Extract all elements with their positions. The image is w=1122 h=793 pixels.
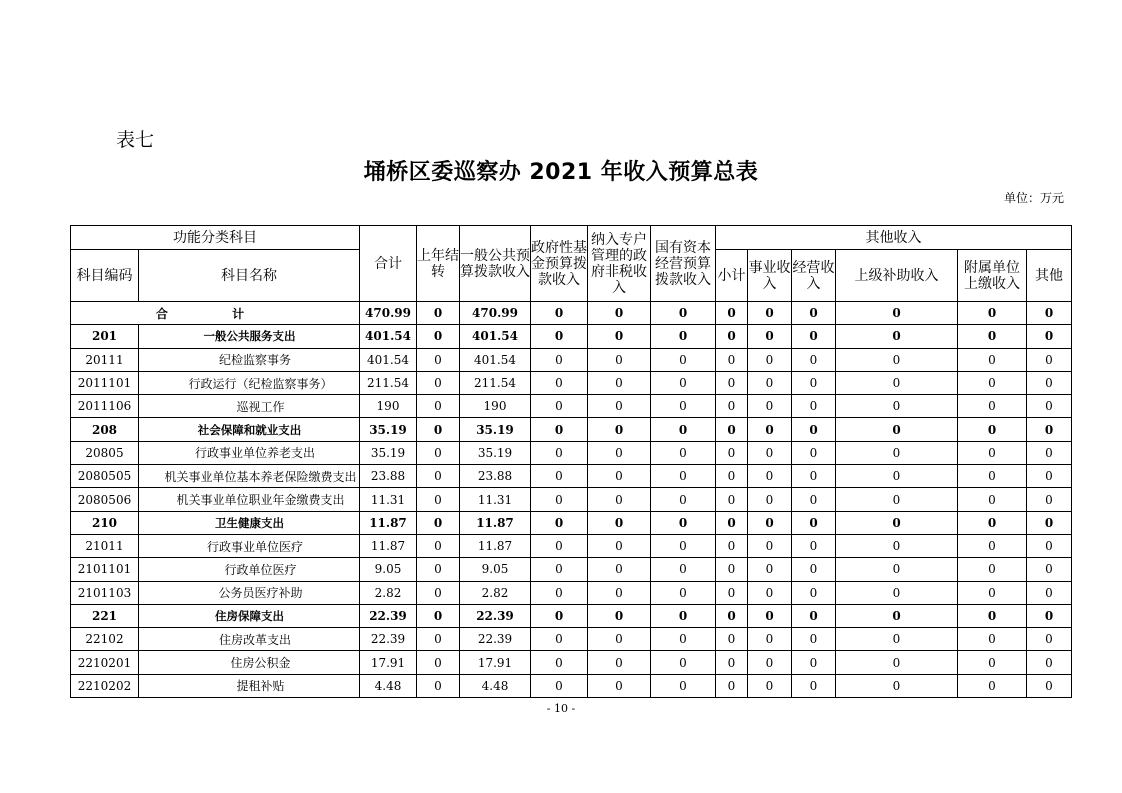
amount-cell: 0	[958, 628, 1027, 651]
subject-name-cell: 住房改革支出	[139, 628, 360, 651]
table-row	[71, 441, 1072, 464]
amount-cell: 0	[792, 418, 836, 441]
amount-cell: 0	[958, 511, 1027, 534]
amount-cell: 0	[588, 488, 651, 511]
amount-cell: 0	[417, 651, 460, 674]
subject-name-cell: 卫生健康支出	[139, 511, 360, 534]
amount-cell: 401.54	[460, 348, 531, 371]
amount-cell: 190	[360, 395, 417, 418]
amount-cell: 0	[958, 651, 1027, 674]
amount-cell: 0	[588, 534, 651, 557]
amount-cell: 0	[1027, 534, 1072, 557]
amount-cell: 0	[716, 581, 748, 604]
total-cell: 0	[958, 302, 1027, 325]
amount-cell: 35.19	[460, 418, 531, 441]
amount-cell: 0	[417, 581, 460, 604]
amount-cell: 0	[958, 488, 1027, 511]
amount-cell: 0	[792, 651, 836, 674]
amount-cell: 0	[651, 651, 716, 674]
amount-cell: 0	[748, 674, 792, 697]
subject-name-cell: 巡视工作	[139, 395, 360, 418]
subject-code-cell: 2101101	[71, 558, 139, 581]
amount-cell: 0	[1027, 488, 1072, 511]
amount-cell: 0	[1027, 604, 1072, 627]
subject-code-cell: 2210202	[71, 674, 139, 697]
state-capital-header: 国有资本经营预算拨款收入	[651, 226, 716, 302]
amount-cell: 0	[531, 348, 588, 371]
amount-cell: 0	[716, 558, 748, 581]
amount-cell: 0	[531, 628, 588, 651]
amount-cell: 0	[748, 488, 792, 511]
amount-cell: 0	[836, 418, 958, 441]
amount-cell: 0	[531, 534, 588, 557]
amount-cell: 0	[417, 534, 460, 557]
others-header: 其他	[1027, 250, 1072, 302]
total-cell: 0	[417, 302, 460, 325]
amount-cell: 0	[792, 674, 836, 697]
table-row	[71, 604, 1072, 627]
business-income-header: 事业收入	[748, 250, 792, 302]
carryover-header: 上年结转	[417, 226, 460, 302]
amount-cell: 0	[958, 674, 1027, 697]
unit-label: 单位：万元	[1003, 191, 1064, 205]
amount-cell: 4.48	[360, 674, 417, 697]
subject-code-cell: 221	[71, 604, 139, 627]
amount-cell: 9.05	[460, 558, 531, 581]
amount-cell: 0	[716, 418, 748, 441]
amount-cell: 0	[588, 511, 651, 534]
amount-cell: 11.87	[360, 534, 417, 557]
amount-cell: 0	[417, 628, 460, 651]
amount-cell: 0	[748, 348, 792, 371]
special-account-header: 纳入专户管理的政府非税收入	[588, 226, 651, 302]
total-cell: 0	[1027, 302, 1072, 325]
amount-cell: 0	[836, 534, 958, 557]
code-header: 科目编码	[71, 250, 139, 302]
amount-cell: 0	[716, 534, 748, 557]
amount-cell: 0	[531, 511, 588, 534]
amount-cell: 0	[836, 441, 958, 464]
subject-name-cell: 住房保障支出	[139, 604, 360, 627]
table-row	[71, 511, 1072, 534]
amount-cell: 0	[1027, 674, 1072, 697]
amount-cell: 0	[792, 511, 836, 534]
amount-cell: 0	[1027, 348, 1072, 371]
superior-subsidy-header: 上级补助收入	[836, 250, 958, 302]
table-row	[71, 371, 1072, 394]
amount-cell: 0	[792, 558, 836, 581]
total-row-label: 合 计	[71, 302, 360, 325]
amount-cell: 0	[716, 348, 748, 371]
amount-cell: 0	[748, 418, 792, 441]
amount-cell: 0	[792, 604, 836, 627]
amount-cell: 0	[836, 651, 958, 674]
amount-cell: 4.48	[460, 674, 531, 697]
amount-cell: 0	[651, 441, 716, 464]
table-row	[71, 628, 1072, 651]
amount-cell: 0	[588, 465, 651, 488]
amount-cell: 0	[792, 371, 836, 394]
table-row	[71, 348, 1072, 371]
amount-cell: 17.91	[360, 651, 417, 674]
amount-cell: 2.82	[460, 581, 531, 604]
amount-cell: 0	[651, 534, 716, 557]
table-row	[71, 418, 1072, 441]
amount-cell: 0	[531, 418, 588, 441]
total-cell: 0	[531, 302, 588, 325]
amount-cell: 0	[748, 604, 792, 627]
amount-cell: 0	[1027, 511, 1072, 534]
amount-cell: 0	[588, 581, 651, 604]
amount-cell: 0	[588, 395, 651, 418]
amount-cell: 211.54	[460, 371, 531, 394]
amount-cell: 11.87	[360, 511, 417, 534]
subject-code-cell: 22102	[71, 628, 139, 651]
amount-cell: 0	[417, 371, 460, 394]
amount-cell: 0	[651, 488, 716, 511]
table-row	[71, 674, 1072, 697]
subject-code-cell: 208	[71, 418, 139, 441]
amount-cell: 0	[748, 325, 792, 348]
amount-cell: 0	[716, 465, 748, 488]
amount-cell: 0	[836, 558, 958, 581]
amount-cell: 0	[716, 511, 748, 534]
amount-cell: 0	[1027, 441, 1072, 464]
operating-income-header: 经营收入	[792, 250, 836, 302]
name-header: 科目名称	[139, 250, 360, 302]
amount-cell: 0	[1027, 325, 1072, 348]
amount-cell: 0	[716, 395, 748, 418]
amount-cell: 0	[588, 674, 651, 697]
document-title: 埇桥区委巡察办 2021 年收入预算总表	[363, 160, 759, 185]
table-row	[71, 534, 1072, 557]
amount-cell: 0	[417, 465, 460, 488]
amount-cell: 211.54	[360, 371, 417, 394]
subject-name-cell: 住房公积金	[139, 651, 360, 674]
table-row	[71, 465, 1072, 488]
amount-cell: 0	[748, 534, 792, 557]
subject-code-cell: 20805	[71, 441, 139, 464]
amount-cell: 0	[748, 651, 792, 674]
amount-cell: 22.39	[360, 628, 417, 651]
amount-cell: 0	[1027, 465, 1072, 488]
amount-cell: 0	[716, 441, 748, 464]
amount-cell: 0	[588, 371, 651, 394]
amount-cell: 0	[792, 441, 836, 464]
amount-cell: 11.31	[460, 488, 531, 511]
amount-cell: 0	[531, 674, 588, 697]
amount-cell: 0	[651, 325, 716, 348]
amount-cell: 0	[417, 348, 460, 371]
amount-cell: 0	[531, 604, 588, 627]
amount-cell: 0	[836, 604, 958, 627]
amount-cell: 11.87	[460, 534, 531, 557]
table-row	[71, 325, 1072, 348]
other-income-header: 其他收入	[716, 226, 1072, 250]
amount-cell: 11.31	[360, 488, 417, 511]
amount-cell: 0	[836, 674, 958, 697]
amount-cell: 0	[836, 488, 958, 511]
amount-cell: 0	[1027, 395, 1072, 418]
amount-cell: 2.82	[360, 581, 417, 604]
amount-cell: 0	[417, 511, 460, 534]
amount-cell: 0	[1027, 558, 1072, 581]
amount-cell: 0	[531, 325, 588, 348]
amount-cell: 0	[958, 418, 1027, 441]
amount-cell: 0	[651, 674, 716, 697]
amount-cell: 0	[588, 348, 651, 371]
amount-cell: 0	[716, 488, 748, 511]
total-cell: 0	[651, 302, 716, 325]
amount-cell: 0	[651, 395, 716, 418]
subject-code-cell: 2011106	[71, 395, 139, 418]
amount-cell: 0	[716, 325, 748, 348]
amount-cell: 0	[958, 348, 1027, 371]
amount-cell: 0	[651, 465, 716, 488]
budget-table	[70, 225, 1072, 698]
amount-cell: 0	[792, 628, 836, 651]
amount-cell: 0	[1027, 628, 1072, 651]
amount-cell: 0	[651, 581, 716, 604]
amount-cell: 0	[417, 441, 460, 464]
amount-cell: 0	[417, 674, 460, 697]
amount-cell: 0	[588, 604, 651, 627]
amount-cell: 22.39	[360, 604, 417, 627]
amount-cell: 0	[531, 558, 588, 581]
amount-cell: 0	[958, 558, 1027, 581]
total-cell: 0	[716, 302, 748, 325]
amount-cell: 0	[1027, 418, 1072, 441]
amount-cell: 0	[716, 651, 748, 674]
amount-cell: 0	[1027, 651, 1072, 674]
table-row	[71, 488, 1072, 511]
gov-fund-header: 政府性基金预算拨款收入	[531, 226, 588, 302]
affiliated-income-header: 附属单位上缴收入	[958, 250, 1027, 302]
amount-cell: 401.54	[460, 325, 531, 348]
total-cell: 470.99	[360, 302, 417, 325]
amount-cell: 0	[716, 628, 748, 651]
amount-cell: 0	[588, 418, 651, 441]
amount-cell: 22.39	[460, 604, 531, 627]
amount-cell: 0	[417, 395, 460, 418]
subject-name-cell: 纪检监察事务	[139, 348, 360, 371]
amount-cell: 0	[531, 371, 588, 394]
amount-cell: 0	[792, 534, 836, 557]
subject-name-cell: 提租补贴	[139, 674, 360, 697]
amount-cell: 0	[716, 604, 748, 627]
amount-cell: 35.19	[460, 441, 531, 464]
amount-cell: 0	[1027, 371, 1072, 394]
amount-cell: 0	[417, 558, 460, 581]
subject-code-cell: 201	[71, 325, 139, 348]
table-row	[71, 581, 1072, 604]
total-cell: 470.99	[460, 302, 531, 325]
amount-cell: 0	[958, 395, 1027, 418]
amount-cell: 0	[748, 465, 792, 488]
amount-cell: 0	[651, 604, 716, 627]
subject-name-cell: 行政事业单位医疗	[139, 534, 360, 557]
amount-cell: 35.19	[360, 441, 417, 464]
amount-cell: 0	[417, 325, 460, 348]
amount-cell: 0	[531, 395, 588, 418]
amount-cell: 9.05	[360, 558, 417, 581]
amount-cell: 0	[748, 511, 792, 534]
subject-name-cell: 行政单位医疗	[139, 558, 360, 581]
amount-cell: 0	[958, 604, 1027, 627]
amount-cell: 0	[651, 371, 716, 394]
amount-cell: 0	[531, 651, 588, 674]
amount-cell: 0	[792, 465, 836, 488]
amount-cell: 0	[748, 371, 792, 394]
functional-classification-header: 功能分类科目	[71, 226, 360, 250]
amount-cell: 0	[716, 674, 748, 697]
amount-cell: 0	[748, 558, 792, 581]
amount-cell: 0	[716, 371, 748, 394]
amount-cell: 0	[792, 395, 836, 418]
amount-cell: 0	[531, 581, 588, 604]
amount-cell: 0	[958, 465, 1027, 488]
amount-cell: 0	[792, 325, 836, 348]
amount-cell: 0	[588, 651, 651, 674]
amount-cell: 0	[651, 348, 716, 371]
amount-cell: 35.19	[360, 418, 417, 441]
subject-code-cell: 210	[71, 511, 139, 534]
amount-cell: 401.54	[360, 348, 417, 371]
total-cell: 0	[836, 302, 958, 325]
amount-cell: 0	[531, 465, 588, 488]
amount-cell: 190	[460, 395, 531, 418]
amount-cell: 0	[958, 371, 1027, 394]
general-budget-header: 一般公共预算拨款收入	[460, 226, 531, 302]
table-row	[71, 651, 1072, 674]
total-row	[71, 302, 1072, 325]
amount-cell: 11.87	[460, 511, 531, 534]
subject-code-cell: 2101103	[71, 581, 139, 604]
amount-cell: 0	[1027, 581, 1072, 604]
subject-name-cell: 社会保障和就业支出	[139, 418, 360, 441]
amount-cell: 401.54	[360, 325, 417, 348]
amount-cell: 0	[792, 581, 836, 604]
amount-cell: 0	[417, 418, 460, 441]
subject-name-cell: 公务员医疗补助	[139, 581, 360, 604]
total-cell: 0	[588, 302, 651, 325]
subject-code-cell: 2210201	[71, 651, 139, 674]
amount-cell: 23.88	[360, 465, 417, 488]
total-cell: 0	[792, 302, 836, 325]
amount-cell: 0	[748, 441, 792, 464]
subject-name-cell: 机关事业单位职业年金缴费支出	[139, 488, 360, 511]
table-row	[71, 558, 1072, 581]
amount-cell: 0	[836, 628, 958, 651]
amount-cell: 0	[651, 558, 716, 581]
amount-cell: 0	[588, 441, 651, 464]
amount-cell: 0	[417, 604, 460, 627]
amount-cell: 0	[748, 395, 792, 418]
amount-cell: 0	[792, 488, 836, 511]
amount-cell: 0	[748, 581, 792, 604]
subject-name-cell: 一般公共服务支出	[139, 325, 360, 348]
subject-code-cell: 2080505	[71, 465, 139, 488]
amount-cell: 22.39	[460, 628, 531, 651]
amount-cell: 0	[836, 325, 958, 348]
amount-cell: 0	[588, 628, 651, 651]
table-row	[71, 395, 1072, 418]
amount-cell: 0	[588, 558, 651, 581]
total-header: 合计	[360, 226, 417, 302]
amount-cell: 0	[836, 511, 958, 534]
table-label: 表七	[116, 129, 155, 151]
amount-cell: 23.88	[460, 465, 531, 488]
amount-cell: 0	[836, 581, 958, 604]
amount-cell: 0	[651, 628, 716, 651]
subject-name-cell: 机关事业单位基本养老保险缴费支出	[139, 465, 360, 488]
subject-name-cell: 行政事业单位养老支出	[139, 441, 360, 464]
amount-cell: 0	[792, 348, 836, 371]
amount-cell: 0	[836, 395, 958, 418]
total-cell: 0	[748, 302, 792, 325]
amount-cell: 0	[531, 488, 588, 511]
amount-cell: 0	[836, 465, 958, 488]
amount-cell: 0	[958, 581, 1027, 604]
amount-cell: 17.91	[460, 651, 531, 674]
amount-cell: 0	[958, 441, 1027, 464]
subject-code-cell: 21011	[71, 534, 139, 557]
amount-cell: 0	[836, 348, 958, 371]
amount-cell: 0	[958, 534, 1027, 557]
amount-cell: 0	[531, 441, 588, 464]
subject-name-cell: 行政运行（纪检监察事务）	[139, 371, 360, 394]
subtotal-header: 小计	[716, 250, 748, 302]
subject-code-cell: 2080506	[71, 488, 139, 511]
amount-cell: 0	[651, 511, 716, 534]
amount-cell: 0	[588, 325, 651, 348]
amount-cell: 0	[836, 371, 958, 394]
amount-cell: 0	[417, 488, 460, 511]
amount-cell: 0	[651, 418, 716, 441]
subject-code-cell: 2011101	[71, 371, 139, 394]
amount-cell: 0	[958, 325, 1027, 348]
subject-code-cell: 20111	[71, 348, 139, 371]
page-number: - 10 -	[546, 702, 576, 715]
amount-cell: 0	[748, 628, 792, 651]
